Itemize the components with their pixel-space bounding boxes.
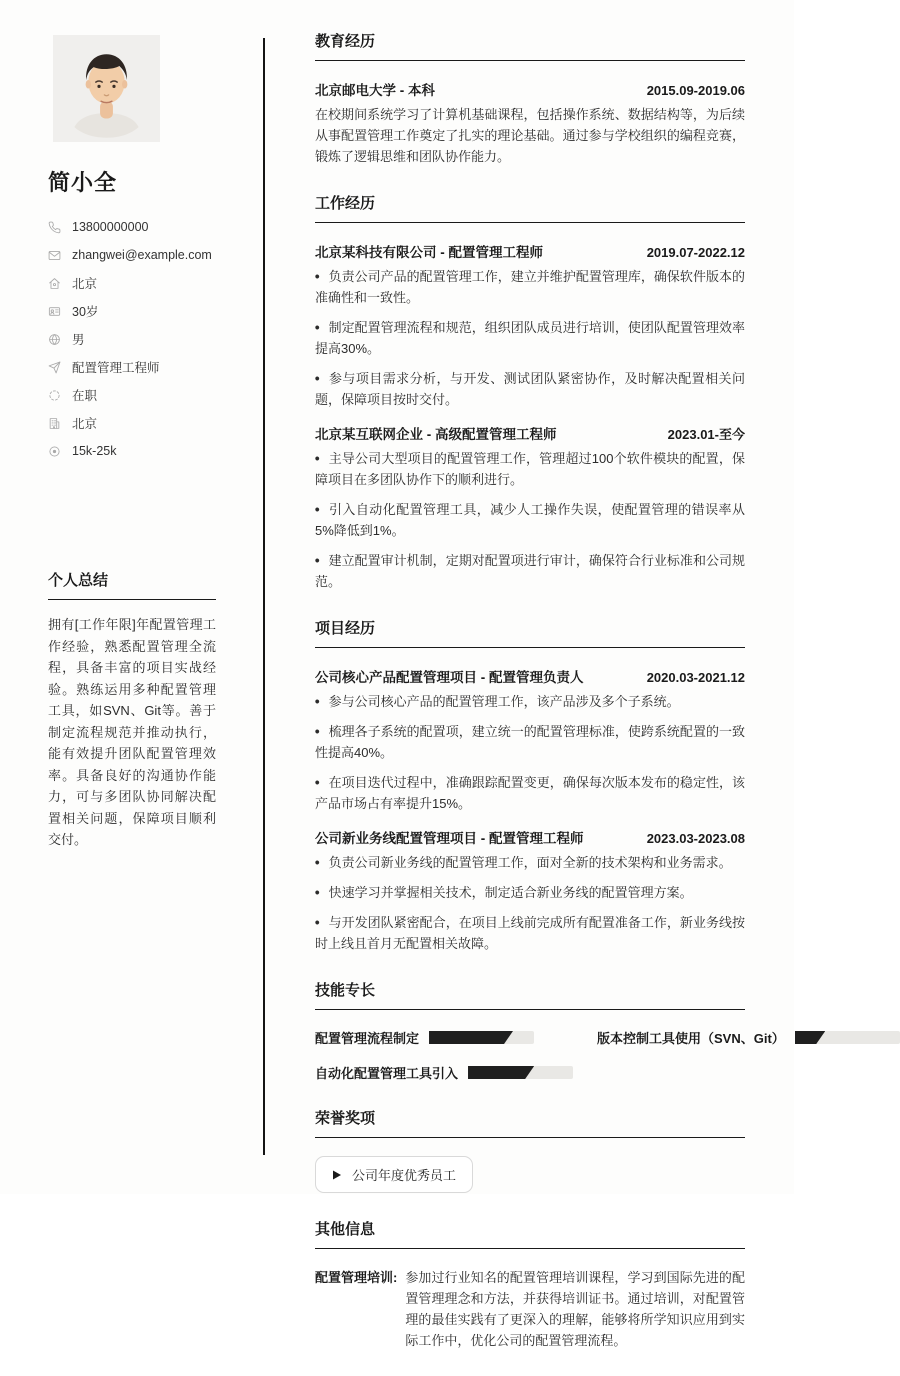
skill-level-bar — [468, 1066, 573, 1079]
play-icon — [332, 1170, 342, 1180]
project-item-title: 公司新业务线配置管理项目 - 配置管理工程师 — [315, 831, 584, 846]
skills-section — [315, 979, 785, 1082]
education-section-title: 教育经历 — [315, 30, 745, 61]
work-item — [315, 241, 745, 410]
other-info-text: 参加过行业知名的配置管理培训课程，学习到国际先进的配置管理理念和方法，并获得培训证书。通过培训，对配置管理的最佳实践有了更深入的理解，能够将所学知识应用到实际工作中，优化公司的配置管理流程。 — [405, 1270, 745, 1348]
skill-item — [315, 1028, 573, 1047]
honors-section — [315, 1107, 745, 1193]
status-refresh-icon — [48, 388, 62, 402]
work-bullet: • 主导公司大型项目的配置管理工作，管理超过100个软件模块的配置，保障项目在多团队协作下的顺利进行。 — [315, 448, 745, 490]
sidebar — [48, 35, 216, 851]
skill-name: 自动化配置管理工具引入 — [315, 1066, 459, 1081]
summary-text: 拥有[工作年限]年配置管理工作经验，熟悉配置管理全流程，具备丰富的项目实战经验。熟练运用多种配置管理工具，如SVN、Git等。善于制定流程规范并推动执行，能有效提升团队配置管理效率。具备良好的沟通协作能力，可与多团队协同解决配置相关问题，保障项目顺利交付。 — [48, 617, 216, 847]
position-paper-plane-icon — [48, 360, 62, 374]
education-description: 在校期间系统学习了计算机基础课程，包括操作系统、数据结构等，为后续从事配置管理工作奠定了扎实的理论基础。通过参与学校组织的编程竞赛，锻炼了逻辑思维和团队协作能力。 — [315, 107, 745, 164]
skill-item — [597, 1028, 900, 1047]
projects-section-title: 项目经历 — [315, 617, 745, 648]
home-icon — [48, 276, 62, 290]
projects-section — [315, 617, 745, 954]
project-item — [315, 827, 745, 954]
contact-city — [48, 409, 216, 437]
gender-icon — [48, 332, 62, 346]
bullet-dot-icon: • — [314, 884, 320, 901]
contact-email — [48, 241, 216, 269]
education-section — [315, 30, 745, 167]
project-bullet: • 快速学习并掌握相关技术，制定适合新业务线的配置管理方案。 — [315, 882, 745, 903]
bullet-dot-icon: • — [314, 774, 320, 791]
work-bullet: • 引入自动化配置管理工具，减少人工操作失误，使配置管理的错误率从5%降低到1%。 — [315, 499, 745, 541]
work-section-title: 工作经历 — [315, 192, 745, 223]
status-value: 在职 — [72, 389, 98, 403]
contact-location — [48, 269, 216, 297]
contact-gender — [48, 325, 216, 353]
project-bullet: • 负责公司新业务线的配置管理工作，面对全新的技术架构和业务需求。 — [315, 852, 745, 873]
contact-salary — [48, 437, 216, 465]
skills-section-title: 技能专长 — [315, 979, 745, 1010]
work-item — [315, 423, 745, 592]
bullet-dot-icon: • — [314, 914, 320, 931]
skill-level-bar — [429, 1031, 534, 1044]
education-date: 2015.09-2019.06 — [646, 83, 745, 98]
email-icon — [48, 248, 62, 262]
contact-list — [48, 213, 216, 465]
work-bullet: • 负责公司产品的配置管理工作，建立并维护配置管理库，确保软件版本的准确性和一致性。 — [315, 266, 745, 308]
skill-level-fill — [468, 1066, 534, 1079]
city-value: 北京 — [72, 417, 98, 431]
email-value: zhangwei@example.com — [72, 248, 212, 262]
age-icon — [48, 304, 62, 318]
work-item-date: 2019.07-2022.12 — [646, 245, 745, 260]
skill-name: 版本控制工具使用（SVN、Git） — [597, 1031, 785, 1046]
work-bullet: • 制定配置管理流程和规范，组织团队成员进行培训，使团队配置管理效率提高30%。 — [315, 317, 745, 359]
salary-value: 15k-25k — [72, 444, 117, 458]
other-info-label: 配置管理培训: — [315, 1270, 398, 1285]
project-bullet: • 在项目迭代过程中，准确跟踪配置变更，确保每次版本发布的稳定性，该产品市场占有率提升15%。 — [315, 772, 745, 814]
bullet-dot-icon: • — [314, 370, 320, 387]
salary-target-icon — [48, 444, 62, 458]
work-item-date: 2023.01-至今 — [667, 427, 745, 442]
age-value: 30岁 — [72, 305, 99, 319]
skill-level-fill — [429, 1031, 513, 1044]
contact-status — [48, 381, 216, 409]
other-info-item — [315, 1267, 745, 1351]
honor-badge-label: 公司年度优秀员工 — [352, 1168, 457, 1183]
bullet-dot-icon: • — [314, 450, 320, 467]
bullet-dot-icon: • — [314, 693, 320, 710]
bullet-dot-icon: • — [314, 552, 320, 569]
honors-section-title: 荣誉奖项 — [315, 1107, 745, 1138]
work-section — [315, 192, 745, 592]
skill-level-bar — [795, 1031, 900, 1044]
bullet-dot-icon: • — [314, 501, 320, 518]
contact-position — [48, 353, 216, 381]
skill-name: 配置管理流程制定 — [315, 1031, 420, 1046]
bullet-dot-icon: • — [314, 854, 320, 871]
contact-age — [48, 297, 216, 325]
project-item-title: 公司核心产品配置管理项目 - 配置管理负责人 — [315, 670, 584, 685]
candidate-name: 简小全 — [48, 170, 118, 195]
skill-item — [315, 1063, 573, 1082]
phone-icon — [48, 220, 62, 234]
bullet-dot-icon: • — [314, 319, 320, 336]
skill-level-fill — [795, 1031, 825, 1044]
work-item-title: 北京某科技有限公司 - 配置管理工程师 — [315, 245, 543, 260]
other-info-section — [315, 1218, 745, 1351]
bullet-dot-icon: • — [314, 723, 320, 740]
other-info-section-title: 其他信息 — [315, 1218, 745, 1249]
project-bullet: • 与开发团队紧密配合，在项目上线前完成所有配置准备工作，新业务线按时上线且首月无配置相关故障。 — [315, 912, 745, 954]
project-item — [315, 666, 745, 814]
personal-summary-section — [48, 569, 216, 851]
education-item — [315, 79, 745, 167]
avatar — [53, 35, 160, 142]
summary-title: 个人总结 — [48, 569, 216, 600]
contact-phone — [48, 213, 216, 241]
main-column — [314, 30, 785, 1376]
work-bullet: • 建立配置审计机制，定期对配置项进行审计，确保符合行业标准和公司规范。 — [315, 550, 745, 592]
bullet-dot-icon: • — [314, 268, 320, 285]
honor-badge — [315, 1156, 473, 1193]
column-divider — [263, 38, 265, 1155]
work-item-title: 北京某互联网企业 - 高级配置管理工程师 — [315, 427, 557, 442]
project-bullet: • 参与公司核心产品的配置管理工作，该产品涉及多个子系统。 — [315, 691, 745, 712]
project-item-date: 2020.03-2021.12 — [646, 670, 745, 685]
project-bullet: • 梳理各子系统的配置项，建立统一的配置管理标准，使跨系统配置的一致性提高40%。 — [315, 721, 745, 763]
location-value: 北京 — [72, 277, 98, 291]
skills-grid — [315, 1028, 785, 1082]
project-item-date: 2023.03-2023.08 — [646, 831, 745, 846]
avatar-portrait-illustration — [53, 35, 160, 142]
city-building-icon — [48, 416, 62, 430]
position-value: 配置管理工程师 — [72, 361, 160, 375]
phone-value: 13800000000 — [72, 220, 149, 234]
gender-value: 男 — [72, 333, 85, 347]
work-bullet: • 参与项目需求分析，与开发、测试团队紧密协作，及时解决配置相关问题，保障项目按时交付。 — [315, 368, 745, 410]
education-school: 北京邮电大学 - 本科 — [315, 83, 435, 98]
